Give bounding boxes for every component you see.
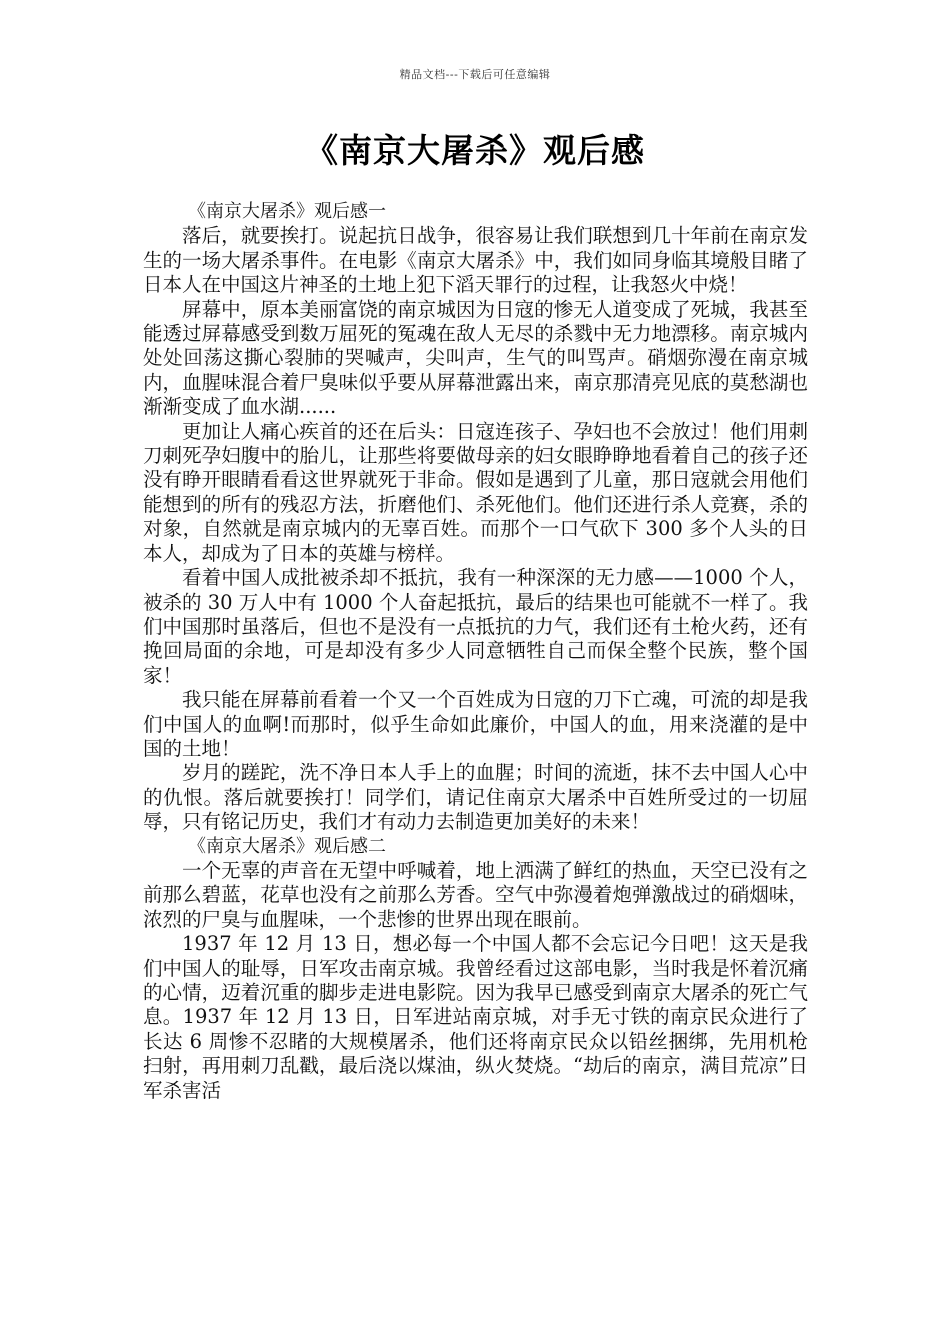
paragraph: 一个无辜的声音在无望中呼喊着，地上洒满了鲜红的热血，天空已没有之前那么碧蓝，花草也没有之前那么芳香。空气中弥漫着炮弹激战过的硝烟味，浓烈的尸臭与血腥味，一个悲惨的世界出现在眼前。 [143,858,808,931]
paragraph: 更加让人痛心疾首的还在后头：日寇连孩子、孕妇也不会放过！他们用刺刀刺死孕妇腹中的胎儿，让那些将要做母亲的妇女眼睁睁地看着自己的孩子还没有睁开眼睛看看这世界就死于非命。假如是遇到了儿童，那日寇就会用他们能想到的所有的残忍方法，折磨他们、杀死他们。他们还进行杀人竞赛，杀的对象，自然就是南京城内的无辜百姓。而那个一口气砍下 300 多个人头的日本人，却成为了日本的英雄与榜样。 [143,419,808,565]
paragraph: 我只能在屏幕前看着一个又一个百姓成为日寇的刀下亡魂，可流的却是我们中国人的血啊!而那时，似乎生命如此廉价，中国人的血，用来浇灌的是中国的土地！ [143,688,808,760]
section-heading-2: 《南京大屠杀》观后感二 [188,835,386,857]
page-header: 精品文档---下载后可任意编辑 [399,68,551,81]
document-body [143,200,808,1103]
paragraph: 岁月的蹉跎，洗不净日本人手上的血腥；时间的流逝，抹不去中国人心中的仇恨。落后就要挨打！同学们，请记住南京大屠杀中百姓所受过的一切屈辱，只有铭记历史，我们才有动力去制造更加美好的未来！ [143,761,808,834]
page-title: 《南京大屠杀》观后感 [305,131,645,170]
paragraph: 屏幕中，原本美丽富饶的南京城因为日寇的惨无人道变成了死城，我甚至能透过屏幕感受到数万屈死的冤魂在敌人无尽的杀戮中无力地漂移。南京城内处处回荡这撕心裂肺的哭喊声，尖叫声，生气的叫骂声。硝烟弥漫在南京城内，血腥味混合着尸臭味似乎要从屏幕泄露出来，南京那清亮见底的莫愁湖也渐渐变成了血水湖...... [143,297,808,419]
paragraph: 看着中国人成批被杀却不抵抗，我有一种深深的无力感——1000 个人，被杀的 30 万人中有 1000 个人奋起抵抗，最后的结果也可能就不一样了。我们中国那时虽落后，但也不是没有一点抵抗的力气，我们还有土枪火药，还有挽回局面的余地，可是却没有多少人同意牺牲自己而保全整个民族，整个国家！ [143,566,808,687]
section-heading-1: 《南京大屠杀》观后感一 [188,201,386,222]
paragraph: 落后，就要挨打。说起抗日战争，很容易让我们联想到几十年前在南京发生的一场大屠杀事件。在电影《南京大屠杀》中，我们如同身临其境般目睹了日本人在中国这片神圣的土地上犯下滔天罪行的过程，让我怒火中烧！ [143,224,808,297]
paragraph: 1937 年 12 月 13 日，想必每一个中国人都不会忘记今日吧！这天是我们中国人的耻辱，日军攻击南京城。我曾经看过这部电影，当时我是怀着沉痛的心情，迈着沉重的脚步走进电影院。因为我早已感受到南京大屠杀的死亡气息。1937 年 12 月 13 日，日军进站南京城，对手无寸铁的南京民众进行了长达 6 周惨不忍睹的大规模屠杀，他们还将南京民众以铅丝捆绑，先用机枪扫射，再用刺刀乱戳，最后浇以煤油，纵火焚烧。“劫后的南京，满目荒凉”日军杀害活 [143,932,808,1102]
